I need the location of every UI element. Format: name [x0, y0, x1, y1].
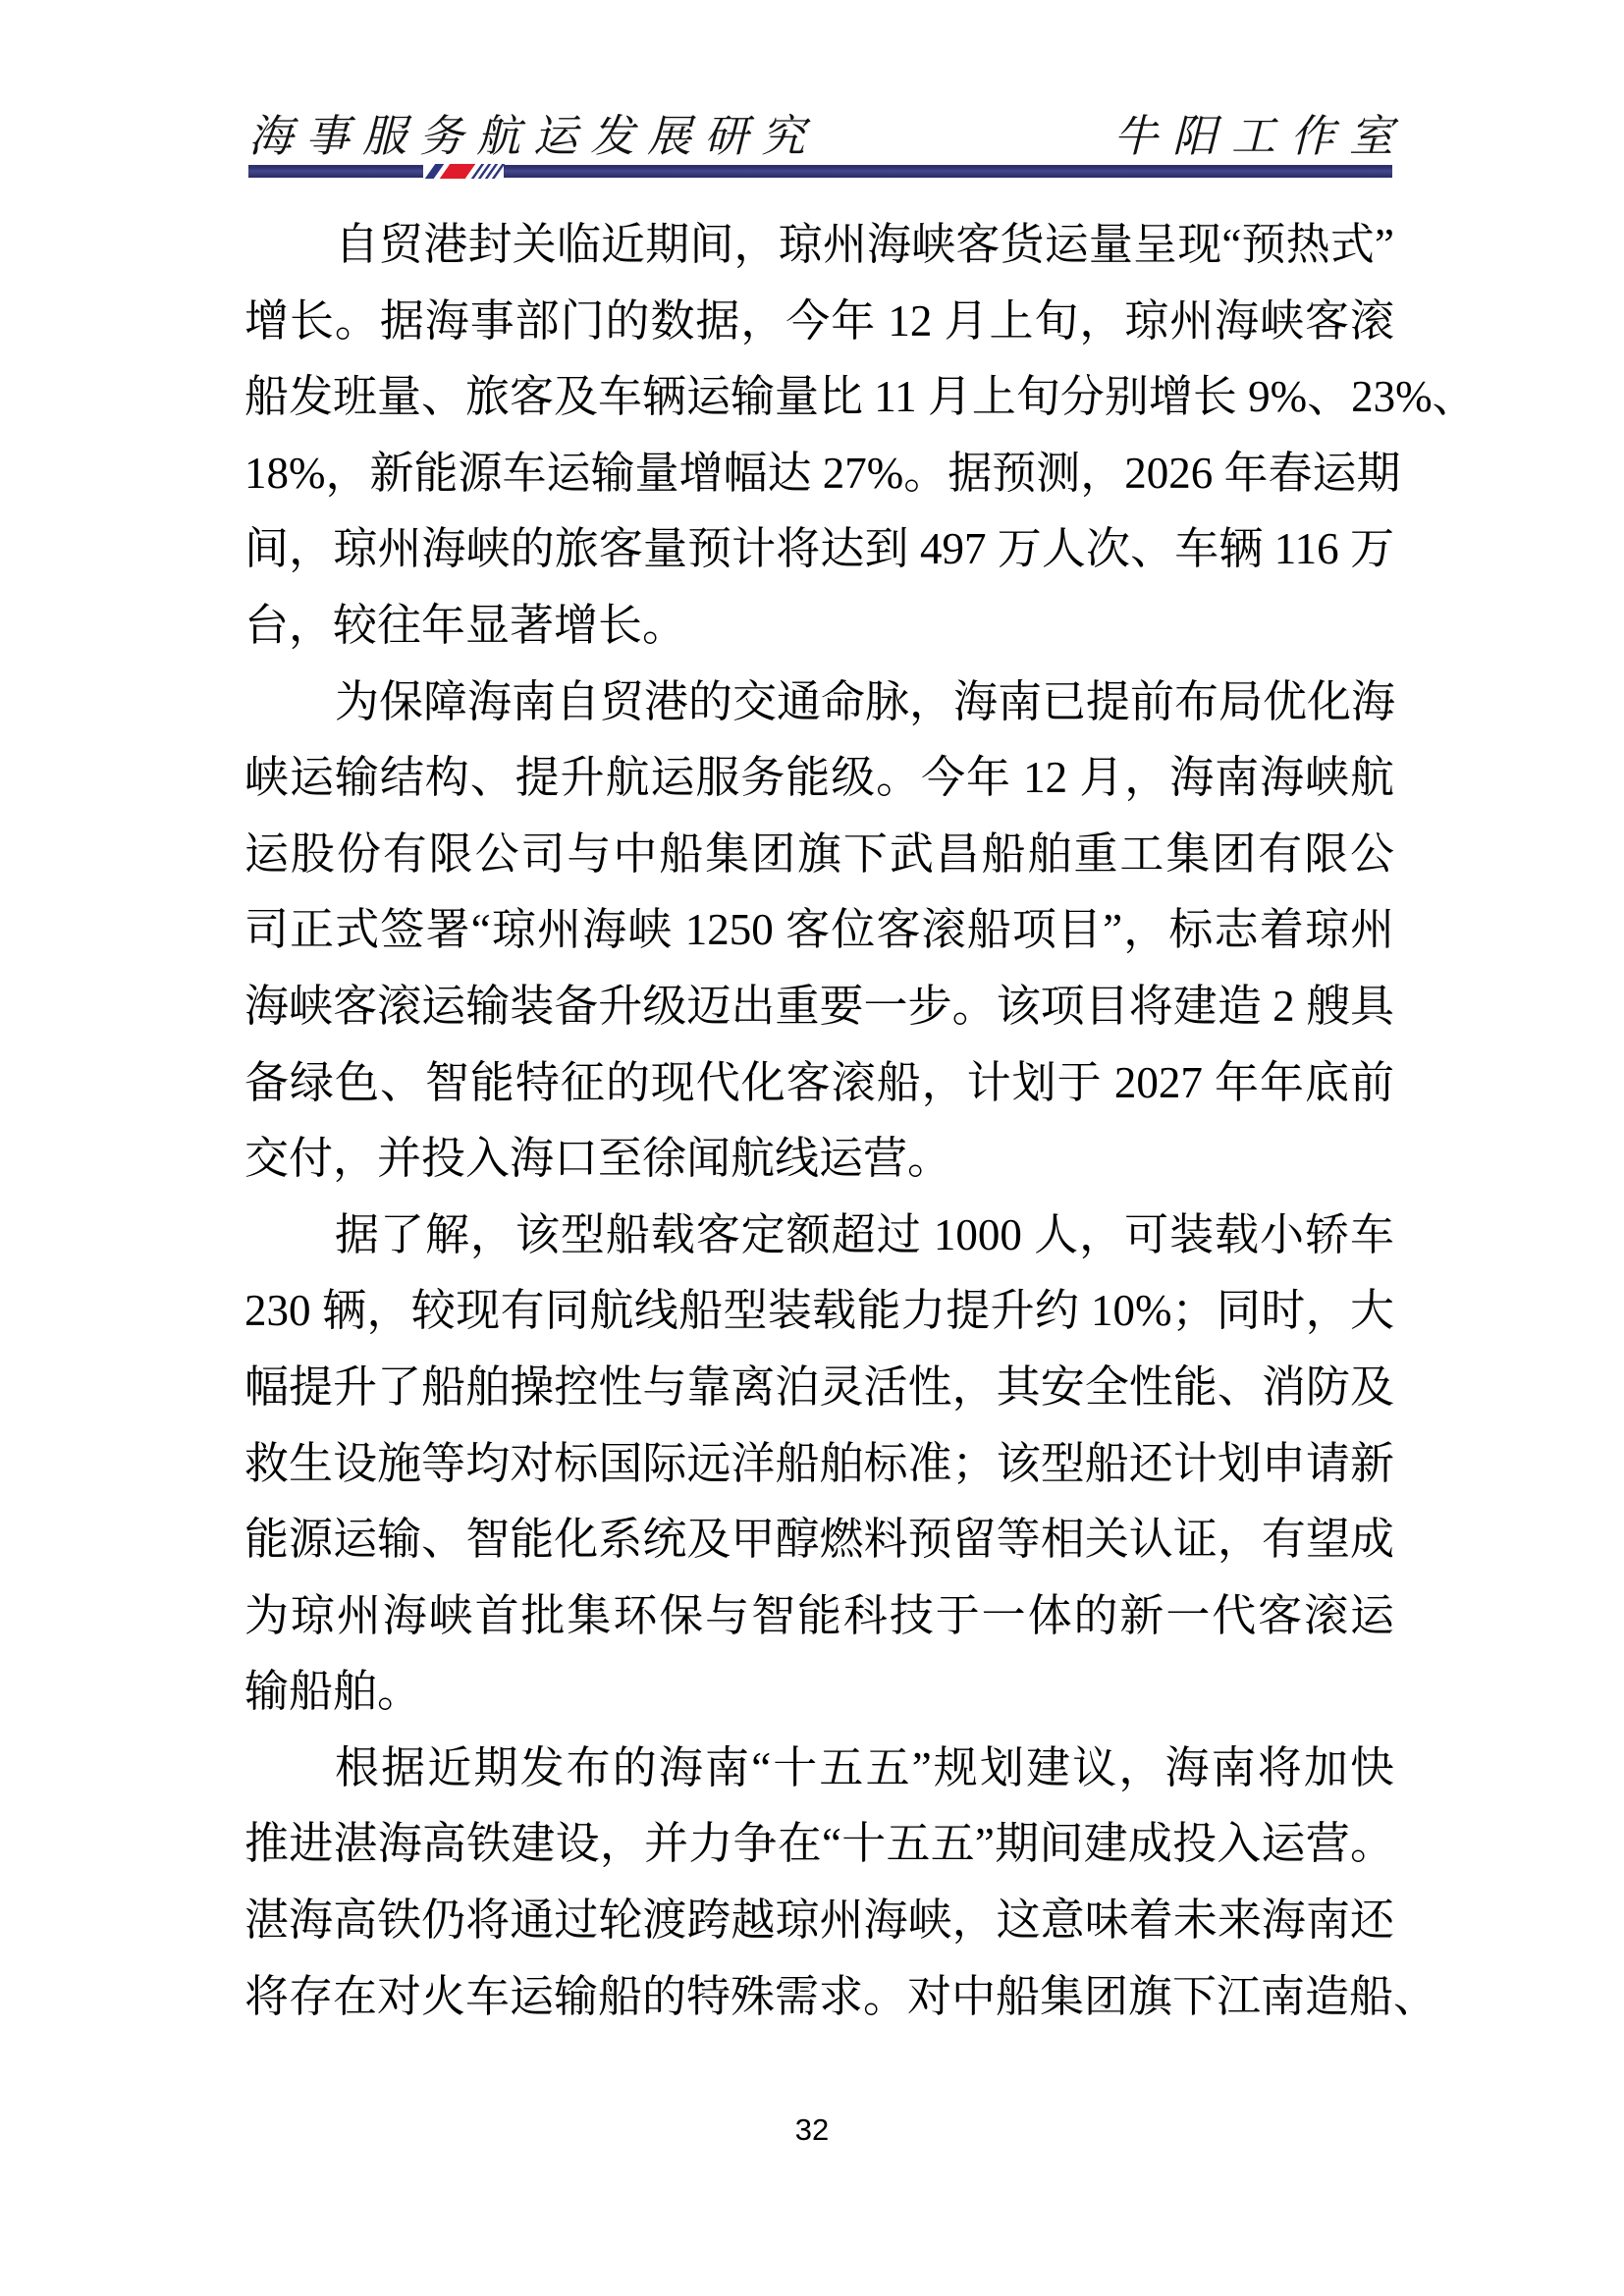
text-line: 为保障海南自贸港的交通命脉，海南已提前布局优化海	[335, 676, 1396, 726]
text-line: 海峡客滚运输装备升级迈出重要一步。该项目将建造 2 艘具	[244, 981, 1394, 1031]
text-line: 230 辆，较现有同航线船型装载能力提升约 10%；同时，大	[244, 1286, 1394, 1336]
text-line: 运股份有限公司与中船集团旗下武昌船舶重工集团有限公	[244, 828, 1394, 879]
text-line: 台，较往年显著增长。	[244, 600, 687, 650]
header-title-left: 海事服务航运发展研究	[248, 112, 819, 161]
text-line: 增长。据海事部门的数据，今年 12 月上旬，琼州海峡客滚	[244, 295, 1394, 346]
header-title-right: 牛阳工作室	[1112, 112, 1408, 161]
text-line: 峡运输结构、提升航运服务能级。今年 12 月，海南海峡航	[244, 753, 1394, 803]
text-line: 交付，并投入海口至徐闻航线运营。	[244, 1134, 952, 1184]
text-line: 18%，新能源车运输量增幅达 27%。据预测，2026 年春运期	[244, 448, 1401, 498]
page-number: 32	[794, 2112, 830, 2147]
rule-accent-patch	[423, 164, 504, 179]
masthead	[248, 100, 1408, 164]
text-line: 能源运输、智能化系统及甲醇燃料预留等相关认证，有望成	[244, 1515, 1394, 1565]
text-line: 幅提升了船舶操控性与靠离泊灵活性，其安全性能、消防及	[244, 1362, 1394, 1412]
text-line: 为琼州海峡首批集环保与智能科技于一体的新一代客滚运	[244, 1590, 1394, 1640]
text-line: 船发班量、旅客及车辆运输量比 11 月上旬分别增长 9%、23%、	[244, 372, 1477, 422]
text-line: 备绿色、智能特征的现代化客滚船，计划于 2027 年年底前	[244, 1057, 1394, 1107]
article-body	[244, 207, 1477, 2035]
text-line: 据了解，该型船载客定额超过 1000 人，可装载小轿车	[335, 1209, 1394, 1259]
text-line: 自贸港封关临近期间，琼州海峡客货运量呈现“预热式”	[335, 220, 1394, 269]
text-line: 推进湛海高铁建设，并力争在“十五五”期间建成投入运营。	[244, 1819, 1394, 1869]
text-line: 湛海高铁仍将通过轮渡跨越琼州海峡，这意味着未来海南还	[244, 1896, 1394, 1946]
text-line: 司正式签署“琼州海峡 1250 客位客滚船项目”，标志着琼州	[244, 905, 1394, 955]
text-line: 将存在对火车运输船的特殊需求。对中船集团旗下江南造船、	[244, 1971, 1438, 2021]
text-line: 根据近期发布的海南“十五五”规划建议，海南将加快	[335, 1742, 1394, 1792]
header-rule	[248, 165, 1392, 178]
text-line: 间，琼州海峡的旅客量预计将达到 497 万人次、车辆 116 万	[244, 524, 1394, 574]
text-line: 输船舶。	[244, 1667, 422, 1717]
text-line: 救生设施等均对标国际远洋船舶标准；该型船还计划申请新	[244, 1438, 1394, 1488]
rule-accent-red-block	[440, 164, 476, 179]
